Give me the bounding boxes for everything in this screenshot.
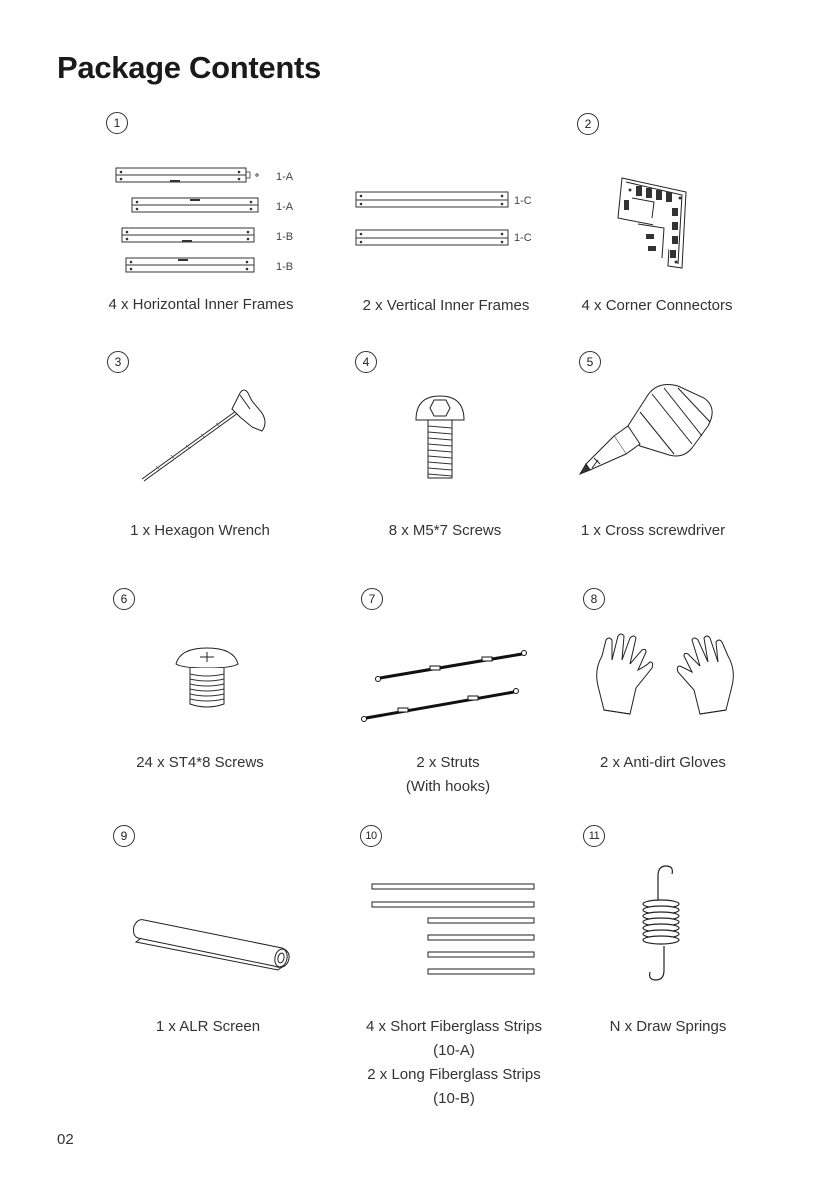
- fiberglass-strips-illustration: [366, 878, 540, 978]
- draw-spring-illustration: [632, 862, 692, 986]
- caption-cross-screwdriver: 1 x Cross screwdriver: [580, 522, 726, 539]
- caption-horizontal-inner-frames: 4 x Horizontal Inner Frames: [108, 296, 294, 313]
- item-number-6: 6: [113, 588, 135, 610]
- caption-fiberglass-strips: [346, 1015, 562, 1111]
- item-number-7: 7: [361, 588, 383, 610]
- part-label-1b-second: 1-B: [276, 261, 294, 273]
- item-number-11: 11: [583, 825, 605, 847]
- vertical-frames-illustration: [350, 186, 540, 250]
- caption-vertical-inner-frames: 2 x Vertical Inner Frames: [362, 297, 530, 314]
- hexagon-wrench-illustration: [136, 383, 276, 483]
- struts-illustration: [358, 644, 530, 726]
- part-label-1c-first: 1-C: [514, 195, 532, 207]
- caption-fiberglass-line-3: 2 x Long Fiberglass Strips: [367, 1066, 541, 1083]
- caption-draw-springs: N x Draw Springs: [609, 1018, 727, 1035]
- item-number-1: 1: [106, 112, 128, 134]
- caption-alr-screen: 1 x ALR Screen: [155, 1018, 261, 1035]
- item-number-5: 5: [579, 351, 601, 373]
- caption-fiberglass-line-4: (10-B): [433, 1090, 475, 1107]
- corner-connectors-illustration: [608, 168, 698, 276]
- item-number-9: 9: [113, 825, 135, 847]
- caption-m5-screws: 8 x M5*7 Screws: [388, 522, 502, 539]
- caption-hexagon-wrench: 1 x Hexagon Wrench: [130, 522, 270, 539]
- horizontal-frames-illustration: [110, 162, 310, 280]
- item-number-2: 2: [577, 113, 599, 135]
- caption-struts: [378, 751, 518, 799]
- item-number-3: 3: [107, 351, 129, 373]
- caption-corner-connectors: 4 x Corner Connectors: [581, 297, 733, 314]
- part-label-1a-second: 1-A: [276, 201, 294, 213]
- caption-struts-line-2: (With hooks): [405, 778, 491, 795]
- part-label-1b-first: 1-B: [276, 231, 294, 243]
- alr-screen-illustration: [130, 908, 300, 974]
- caption-fiberglass-line-2: (10-A): [433, 1042, 475, 1059]
- item-number-8: 8: [583, 588, 605, 610]
- caption-anti-dirt-gloves: 2 x Anti-dirt Gloves: [600, 754, 726, 771]
- item-number-4: 4: [355, 351, 377, 373]
- part-label-1c-second: 1-C: [514, 232, 532, 244]
- gloves-illustration: [590, 630, 740, 722]
- caption-struts-line-1: 2 x Struts: [416, 754, 480, 771]
- cross-screwdriver-illustration: [574, 374, 724, 484]
- st4-screw-illustration: [172, 644, 242, 712]
- page-title: Package Contents: [57, 50, 321, 85]
- part-label-1a-first: 1-A: [276, 171, 294, 183]
- item-number-10: 10: [360, 825, 382, 847]
- m5-screw-illustration: [410, 390, 470, 482]
- caption-st4-screws: 24 x ST4*8 Screws: [136, 754, 264, 771]
- caption-fiberglass-line-1: 4 x Short Fiberglass Strips: [366, 1018, 542, 1035]
- page-number: 02: [57, 1131, 74, 1148]
